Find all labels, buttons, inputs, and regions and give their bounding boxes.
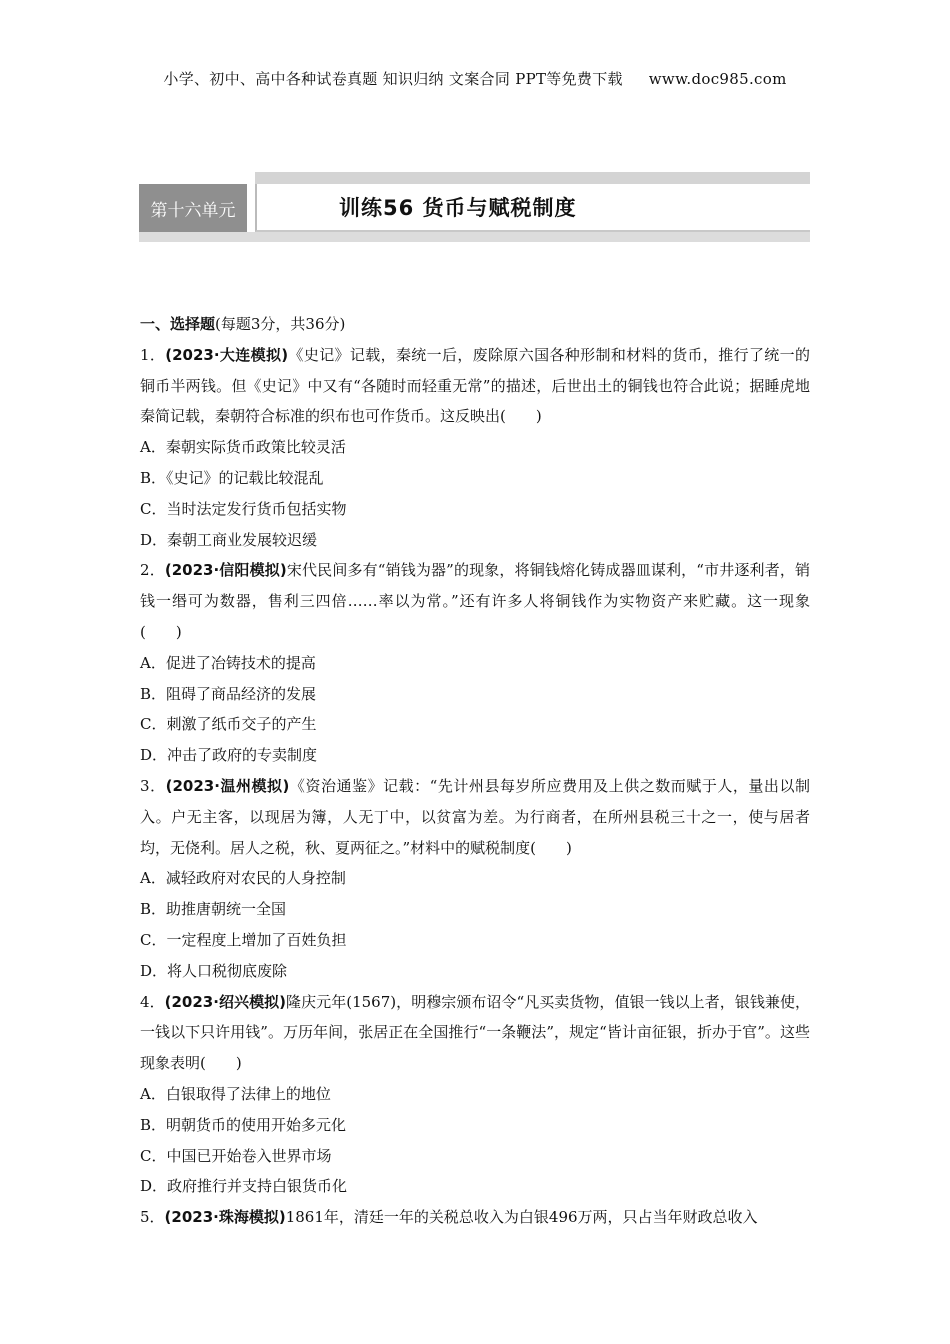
question-stem <box>140 987 810 1079</box>
site-url[interactable]: www.doc985.com <box>648 70 787 88</box>
unit-banner <box>139 172 810 242</box>
answer-option[interactable]: D．政府推行并支持白银货币化 <box>140 1177 348 1196</box>
answer-option[interactable]: C．中国已开始卷入世界市场 <box>140 1146 332 1165</box>
answer-option[interactable]: D．将人口税彻底废除 <box>140 961 288 980</box>
question-source: (2023·信阳模拟) <box>164 561 287 580</box>
question-source: (2023·大连模拟) <box>165 345 289 364</box>
question-text: 1861年，清廷一年的关税总收入为白银496万两，只占当年财政总收入 <box>285 1208 758 1227</box>
question-number: 2． <box>140 561 165 580</box>
question-text: 宋代民间多有“销钱为器”的现象，将铜钱熔化铸成器皿谋利，“市井逐利者，销钱一缗可为数器，售利三四倍……率以为常。”还有许多人将铜钱作为实物资产来贮藏。这一现象( ) <box>140 561 810 641</box>
question-source: (2023·温州模拟) <box>165 776 290 795</box>
answer-option[interactable]: A．促进了冶铸技术的提高 <box>140 653 316 672</box>
answer-option[interactable]: C．当时法定发行货币包括实物 <box>140 499 347 518</box>
banner-bottom-bar <box>139 232 810 242</box>
question-source: (2023·珠海模拟) <box>164 1208 286 1227</box>
question-text: 隆庆元年(1567)，明穆宗颁布诏令“凡买卖货物，值银一钱以上者，银钱兼使，一钱以下只许用钱”。万历年间，张居正在全国推行“一条鞭法”，规定“皆计亩征银，折办于官”。这些现象表明( ) <box>140 992 810 1073</box>
banner-top-bar <box>255 172 810 184</box>
question-stem <box>140 771 810 863</box>
answer-option[interactable]: A．减轻政府对农民的人身控制 <box>140 869 346 888</box>
answer-option[interactable]: B．助推唐朝统一全国 <box>140 900 287 919</box>
site-header <box>0 68 950 89</box>
answer-option[interactable]: B．明朝货币的使用开始多元化 <box>140 1115 347 1134</box>
page-title: 训练56 货币与赋税制度 <box>339 196 577 220</box>
question-stem <box>140 340 810 432</box>
question-list <box>140 340 810 1233</box>
answer-option[interactable]: C．一定程度上增加了百姓负担 <box>140 930 347 949</box>
question-stem <box>140 1202 810 1233</box>
section-heading <box>140 309 810 340</box>
unit-label: 第十六单元 <box>139 184 247 232</box>
answer-option[interactable]: D．秦朝工商业发展较迟缓 <box>140 530 318 549</box>
question-stem <box>140 555 810 647</box>
answer-option[interactable]: D．冲击了政府的专卖制度 <box>140 746 318 765</box>
section-label: 一、选择题 <box>140 315 216 333</box>
question-number: 5． <box>140 1208 165 1227</box>
section-note: (每题3分，共36分) <box>215 315 346 333</box>
site-header-text: 小学、初中、高中各种试卷真题 知识归纳 文案合同 PPT等免费下载 <box>163 70 623 88</box>
answer-option[interactable]: B．《史记》的记载比较混乱 <box>140 468 324 487</box>
question-text: 《史记》记载，秦统一后，废除原六国各种形制和材料的货币，推行了统一的铜币半两钱。但《史记》中又有“各随时而轻重无常”的描述，后世出土的铜钱也符合此说；据睡虎地秦简记载，秦朝符合标准的织布也可作货币。这反映出( ) <box>140 345 810 426</box>
answer-option[interactable]: A．秦朝实际货币政策比较灵活 <box>140 438 346 457</box>
question-number: 1． <box>140 345 166 364</box>
question-source: (2023·绍兴模拟) <box>164 992 287 1011</box>
question-number: 3． <box>140 776 166 795</box>
answer-option[interactable]: C．刺激了纸币交子的产生 <box>140 715 317 734</box>
question-text: 《资治通鉴》记载：“先计州县每岁所应费用及上供之数而赋于人，量出以制入。户无主客，以现居为簿，人无丁中，以贫富为差。为行商者，在所州县税三十之一，使与居者均，无侥利。居人之税，秋、夏两征之。”材料中的赋税制度( ) <box>140 776 810 857</box>
answer-option[interactable]: B．阻碍了商品经济的发展 <box>140 684 317 703</box>
question-number: 4． <box>140 992 165 1011</box>
exam-content <box>140 309 810 1233</box>
answer-option[interactable]: A．白银取得了法律上的地位 <box>140 1084 331 1103</box>
